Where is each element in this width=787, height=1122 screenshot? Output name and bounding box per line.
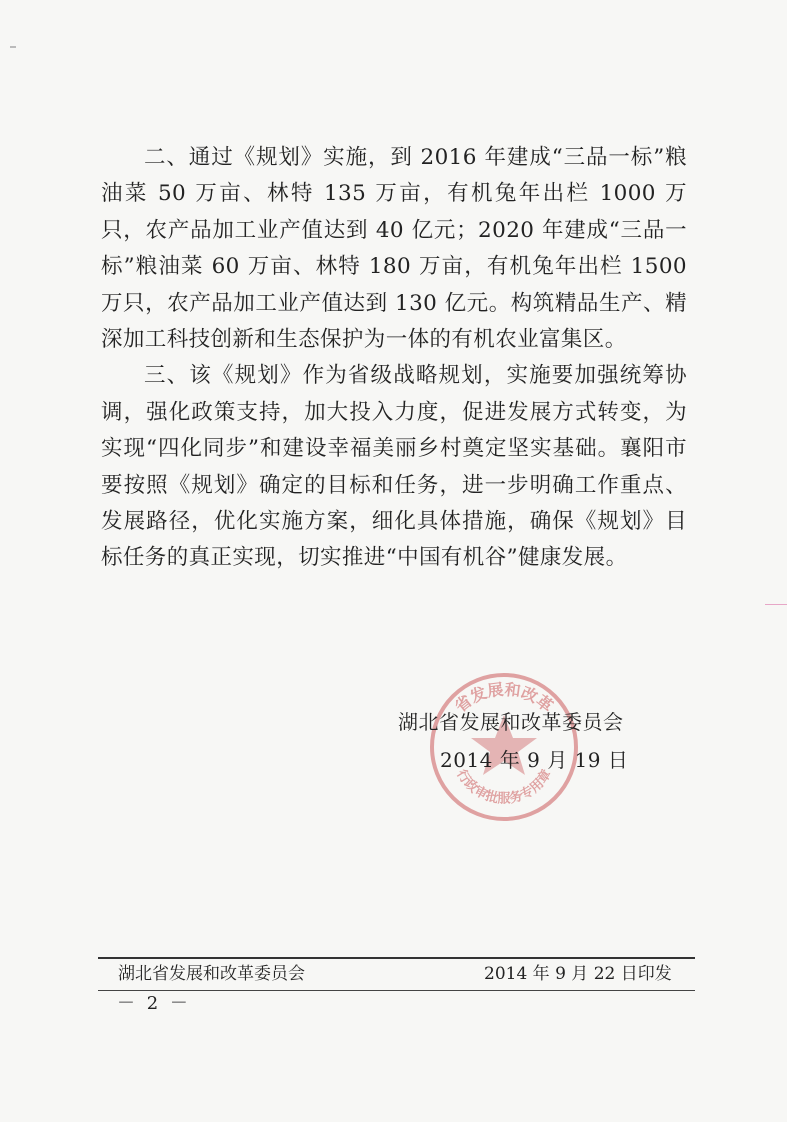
document-body (101, 140, 687, 577)
seal-top-text: 省发展和改革 (451, 679, 557, 717)
official-seal (418, 663, 590, 825)
scan-mark (10, 46, 16, 48)
paragraph-three: 三、该《规划》作为省级战略规划，实施要加强统筹协调，强化政策支持，加大投入力度，促进发展方式转变，为实现“四化同步”和建设幸福美丽乡村奠定坚实基础。襄阳市要按照《规划》确定的目标和任务，进一步明确工作重点、发展路径，优化实施方案，细化具体措施，确保《规划》目标任务的真正实现，切实推进“中国有机谷”健康发展。 (101, 363, 687, 571)
signature-date: 2014 年 9 月 19 日 (440, 748, 629, 772)
footer-top-rule (98, 957, 695, 959)
signatory-organization: 湖北省发展和改革委员会 (398, 710, 624, 734)
footer-print-date: 2014 年 9 月 22 日印发 (484, 964, 672, 984)
paragraph-two: 二、通过《规划》实施，到 2016 年建成“三品一标”粮油菜 50 万亩、林特 135 万亩，有机兔年出栏 1000 万只，农产品加工业产值达到 40 亿元；2020 年建成“三品一标”粮油菜 60 万亩、林特 180 万亩，有机兔年出栏 1500 万只，农产品加工业产值达到 130 亿元。构筑精品生产、精深加工科技创新和生态保护为一体的有机农业富集区。 (101, 145, 687, 353)
footer-organization: 湖北省发展和改革委员会 (118, 964, 305, 984)
seal-bottom-text: 行政审批服务专用章 (453, 767, 555, 807)
page-number: － 2 － (117, 993, 191, 1014)
margin-tick (765, 604, 787, 605)
